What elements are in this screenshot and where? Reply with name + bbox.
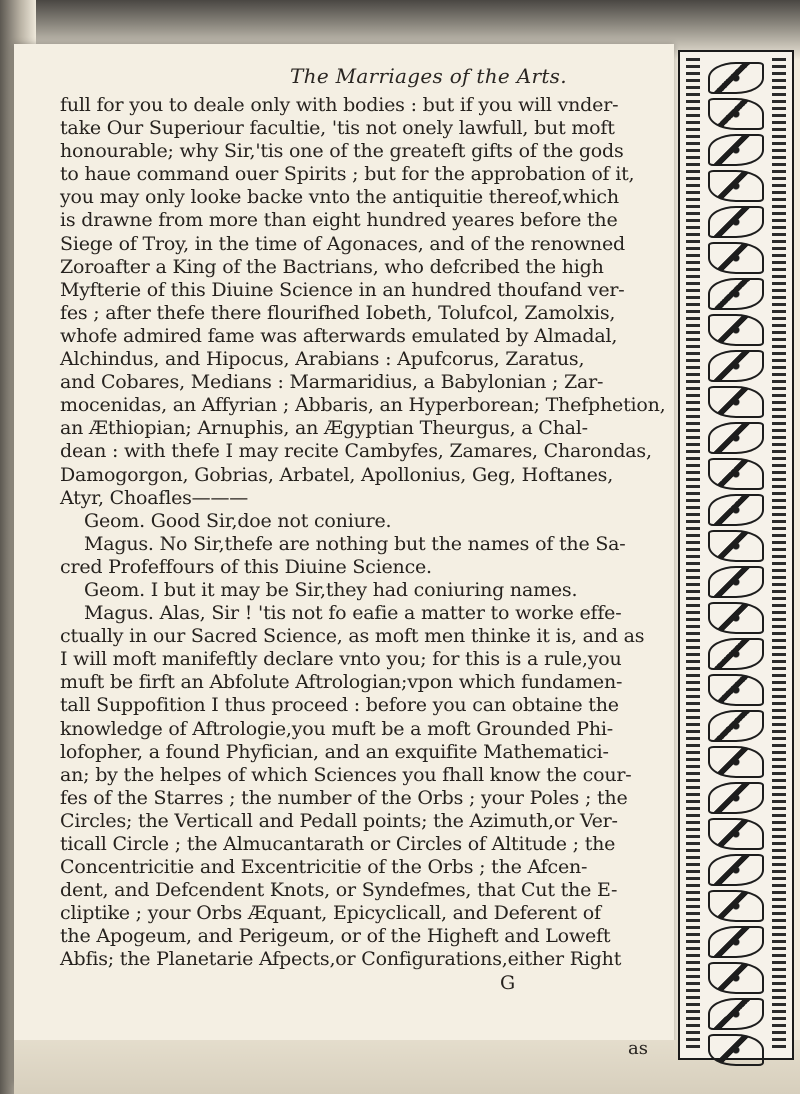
ornament-motif [708, 710, 764, 742]
ornament-motif [708, 170, 764, 202]
text-line: you may only looke backe vnto the antiquitie thereof,which [60, 186, 619, 209]
ornament-motif [708, 890, 764, 922]
body-text [60, 94, 670, 995]
text-line: Myfterie of this Diuine Science in an hundred thoufand ver- [60, 278, 625, 301]
ornament-motif [708, 962, 764, 994]
ornament-motif [708, 674, 764, 706]
ornament-motif [708, 62, 764, 94]
text-line: Circles; the Verticall and Pedall points; the Azimuth,or Ver- [60, 809, 618, 832]
text-line: ticall Circle ; the Almucantarath or Circles of Altitude ; the [60, 833, 616, 855]
text-line: to haue command ouer Spirits ; but for the approbation of it, [60, 163, 635, 186]
text-line: dent, and Defcendent Knots, or Syndefmes, that Cut the E- [60, 879, 618, 902]
ornament-motif [708, 638, 764, 670]
text-line: mocenidas, an Affyrian ; Abbaris, an Hyperborean; Thefphetion, [60, 394, 666, 417]
text-line: tall Suppofition I thus proceed : before you can obtaine the [60, 694, 619, 717]
text-line: and Cobares, Medians : Marmaridius, a Babylonian ; Zar- [60, 371, 604, 394]
ornament-motif [708, 566, 764, 598]
text-line: I will moft manifeftly declare vnto you; for this is a rule,you [60, 648, 622, 671]
text-line: an; by the helpes of which Sciences you fhall know the cour- [60, 763, 632, 786]
ornament-motifs [706, 58, 766, 1052]
ornament-band-left [686, 58, 700, 1052]
text-line: ctually in our Sacred Science, as moft men thinke it is, and as [60, 625, 645, 648]
text-line: is drawne from more than eight hundred yeares before the [60, 209, 618, 232]
text-line: Magus. No Sir,thefe are nothing but the names of the Sa- [84, 532, 626, 555]
text-line: Siege of Troy, in the time of Agonaces, and of the renowned [60, 232, 625, 255]
text-line: honourable; why Sir,'tis one of the greateft gifts of the gods [60, 140, 624, 163]
ornament-motif [708, 458, 764, 490]
ornament-motif [708, 494, 764, 526]
signature-mark: G [500, 971, 515, 994]
text-line: take Our Superiour facultie, 'tis not onely lawfull, but moft [60, 117, 615, 140]
ornament-motif [708, 350, 764, 382]
text-line: dean : with thefe I may recite Cambyfes, Zamares, Charondas, [60, 440, 652, 463]
ornament-motif [708, 746, 764, 778]
ornament-band-right [772, 58, 786, 1052]
text-line: Concentricitie and Excentricitie of the Orbs ; the Afcen- [60, 856, 588, 879]
text-line: Damogorgon, Gobrias, Arbatel, Apollonius, Geg, Hoftanes, [60, 463, 614, 486]
text-line: knowledge of Aftrologie,you muft be a moft Grounded Phi- [60, 717, 613, 740]
text-line: Magus. Alas, Sir ! 'tis not fo eafie a matter to worke effe- [84, 602, 622, 625]
ornament-motif [708, 98, 764, 130]
ornament-motif [708, 1034, 764, 1066]
ornament-motif [708, 242, 764, 274]
ornament-motif [708, 998, 764, 1030]
text-line: cliptike ; your Orbs Æquant, Epicyclicall, and Deferent of [60, 902, 601, 925]
ornamental-border [678, 50, 794, 1060]
ornament-motif [708, 818, 764, 850]
text-line: fes ; after thefe there flourifhed Iobeth, Tolufcol, Zamolxis, [60, 301, 616, 324]
catchword: as [628, 1038, 648, 1059]
text-line: Alchindus, and Hipocus, Arabians : Apufcorus, Zaratus, [60, 348, 585, 371]
text-line: cred Profeffours of this Diuine Science. [60, 555, 432, 578]
text-line: Atyr, Choafles——— [60, 486, 249, 509]
text-line: an Æthiopian; Arnuphis, an Ægyptian Theurgus, a Chal- [60, 417, 588, 440]
ornament-motif [708, 134, 764, 166]
ornament-motif [708, 386, 764, 418]
running-head: The Marriages of the Arts. [290, 64, 567, 88]
text-line: lofopher, a found Phyfician, and an exquifite Mathematici- [60, 740, 609, 763]
text-line: fes of the Starres ; the number of the Orbs ; your Poles ; the [60, 786, 628, 809]
ornament-motif [708, 602, 764, 634]
ornament-motif [708, 530, 764, 562]
ornament-motif [708, 926, 764, 958]
ornament-motif [708, 782, 764, 814]
ornament-motif [708, 422, 764, 454]
ornament-motif [708, 854, 764, 886]
ornament-motif [708, 206, 764, 238]
text-line: muft be firft an Abfolute Aftrologian;vpon which fundamen- [60, 671, 623, 694]
ornament-motif [708, 314, 764, 346]
text-line: full for you to deale only with bodies : but if you will vnder- [60, 94, 619, 116]
text-line: Abfis; the Planetarie Afpects,or Configurations,either Right [60, 948, 622, 971]
ornament-motif [708, 278, 764, 310]
text-line: whofe admired fame was afterwards emulated by Almadal, [60, 324, 618, 347]
text-line: the Apogeum, and Perigeum, or of the Higheft and Loweft [60, 925, 611, 948]
text-line: Geom. I but it may be Sir,they had coniuring names. [84, 578, 578, 601]
text-line: Zoroafter a King of the Bactrians, who defcribed the high [60, 255, 604, 278]
text-line: Geom. Good Sir,doe not coniure. [84, 509, 392, 532]
